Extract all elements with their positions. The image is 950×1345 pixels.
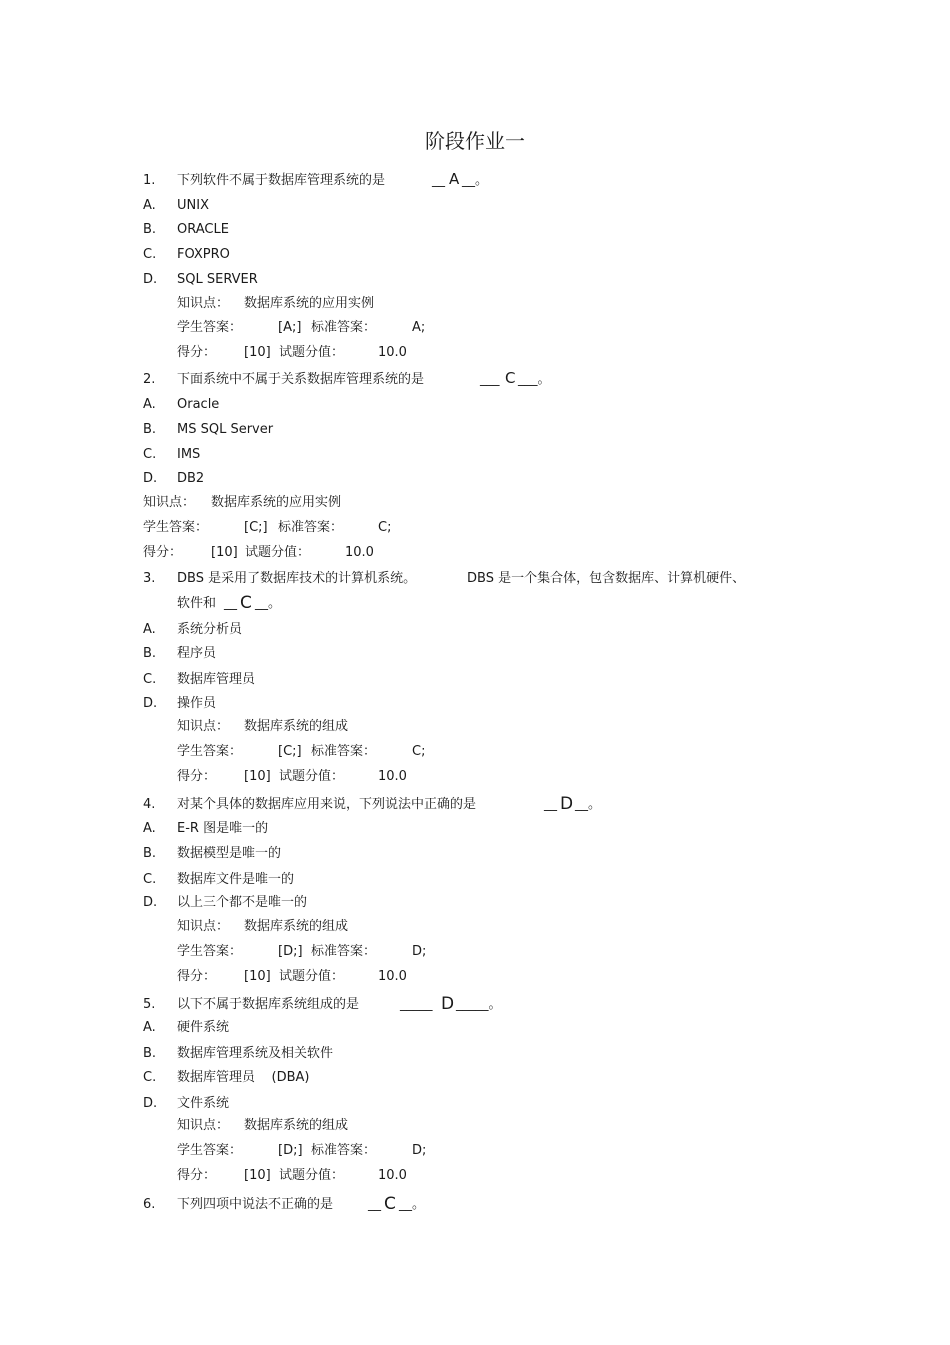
- answer-letter: D: [441, 994, 455, 1014]
- question-value: 10.0: [378, 969, 407, 984]
- standard-answer-label: 标准答案：: [311, 744, 377, 759]
- option-text: 数据库管理员 (DBA): [177, 1070, 310, 1085]
- standard-answer-label: 标准答案：: [311, 320, 377, 335]
- answer-blank: __。: [462, 173, 489, 188]
- question-value-label: 试题分值：: [279, 969, 345, 984]
- option-text: 操作员: [177, 696, 217, 711]
- score-label: 得分：: [177, 769, 217, 784]
- answer-blank: __。: [255, 596, 282, 611]
- question-value: 10.0: [378, 345, 407, 360]
- question-value-label: 试题分值：: [279, 1168, 345, 1183]
- option-letter: B.: [143, 222, 157, 237]
- knowledge-label: 知识点：: [177, 919, 230, 934]
- question-number: 3.: [143, 571, 156, 586]
- question-text: DBS 是采用了数据库技术的计算机系统。: [177, 571, 417, 586]
- score-value: [10]: [211, 545, 238, 560]
- question-number: 4.: [143, 797, 156, 812]
- answer-blank: ___: [480, 372, 500, 387]
- knowledge-value: 数据库系统的应用实例: [211, 495, 342, 510]
- answer-blank: __: [544, 797, 557, 812]
- option-letter: B.: [143, 422, 157, 437]
- question-text: 以下不属于数据库系统组成的是: [177, 997, 360, 1012]
- option-letter: A.: [143, 198, 156, 213]
- option-letter: C.: [143, 447, 157, 462]
- option-letter: D.: [143, 471, 158, 486]
- option-letter: D.: [143, 272, 158, 287]
- question-value-label: 试题分值：: [279, 345, 345, 360]
- answer-blank: ___。: [518, 372, 551, 387]
- standard-answer-value: C;: [378, 520, 392, 535]
- standard-answer-value: C;: [412, 744, 426, 759]
- answer-blank: __: [368, 1197, 381, 1212]
- question-text: 下列四项中说法不正确的是: [177, 1197, 334, 1212]
- option-text: DB2: [177, 471, 205, 486]
- option-letter: C.: [143, 872, 157, 887]
- option-letter: C.: [143, 247, 157, 262]
- answer-letter: C: [240, 593, 252, 613]
- standard-answer-label: 标准答案：: [311, 1143, 377, 1158]
- question-number: 6.: [143, 1197, 156, 1212]
- score-label: 得分：: [143, 545, 183, 560]
- answer-blank: __: [224, 596, 237, 611]
- student-answer-value: [A;]: [278, 320, 302, 335]
- knowledge-value: 数据库系统的组成: [244, 919, 349, 934]
- knowledge-label: 知识点：: [177, 719, 230, 734]
- question-value: 10.0: [378, 769, 407, 784]
- option-letter: A.: [143, 821, 156, 836]
- question-value: 10.0: [345, 545, 374, 560]
- student-answer-label: 学生答案：: [177, 744, 243, 759]
- option-letter: D.: [143, 696, 158, 711]
- score-value: [10]: [244, 345, 271, 360]
- standard-answer-value: D;: [412, 944, 427, 959]
- knowledge-label: 知识点：: [143, 495, 196, 510]
- answer-blank: __: [432, 173, 445, 188]
- knowledge-value: 数据库系统的组成: [244, 1118, 349, 1133]
- standard-answer-value: D;: [412, 1143, 427, 1158]
- question-value-label: 试题分值：: [245, 545, 311, 560]
- student-answer-label: 学生答案：: [177, 944, 243, 959]
- option-letter: B.: [143, 646, 157, 661]
- student-answer-label: 学生答案：: [177, 320, 243, 335]
- standard-answer-value: A;: [412, 320, 426, 335]
- knowledge-value: 数据库系统的组成: [244, 719, 349, 734]
- option-text: 硬件系统: [177, 1020, 230, 1035]
- option-letter: D.: [143, 895, 158, 910]
- option-text: IMS: [177, 447, 201, 462]
- student-answer-value: [D;]: [278, 1143, 303, 1158]
- answer-blank: __。: [575, 797, 602, 812]
- option-text: 数据库文件是唯一的: [177, 872, 295, 887]
- option-letter: B.: [143, 1046, 157, 1061]
- question-number: 1.: [143, 173, 156, 188]
- knowledge-label: 知识点：: [177, 296, 230, 311]
- option-letter: B.: [143, 846, 157, 861]
- answer-letter: C: [505, 369, 516, 387]
- option-letter: A.: [143, 1020, 156, 1035]
- option-text: 数据库管理员: [177, 672, 256, 687]
- answer-blank: _____: [400, 997, 433, 1012]
- option-letter: C.: [143, 672, 157, 687]
- page-title: 阶段作业一: [425, 129, 525, 153]
- option-text: E-R 图是唯一的: [177, 821, 269, 836]
- option-text: ORACLE: [177, 222, 229, 237]
- option-text: 数据库管理系统及相关软件: [177, 1046, 334, 1061]
- option-letter: A.: [143, 397, 156, 412]
- question-number: 2.: [143, 372, 156, 387]
- answer-blank: _____。: [456, 997, 502, 1012]
- question-value: 10.0: [378, 1168, 407, 1183]
- student-answer-label: 学生答案：: [143, 520, 209, 535]
- score-label: 得分：: [177, 969, 217, 984]
- question-text: DBS 是一个集合体，包含数据库、计算机硬件、: [467, 571, 746, 586]
- question-value-label: 试题分值：: [279, 769, 345, 784]
- option-text: MS SQL Server: [177, 422, 274, 437]
- score-value: [10]: [244, 969, 271, 984]
- answer-letter: D: [560, 794, 574, 814]
- option-text: 数据模型是唯一的: [177, 846, 282, 861]
- question-text: 软件和: [177, 596, 217, 611]
- option-text: Oracle: [177, 397, 220, 412]
- score-label: 得分：: [177, 345, 217, 360]
- score-value: [10]: [244, 1168, 271, 1183]
- score-value: [10]: [244, 769, 271, 784]
- question-text: 下列软件不属于数据库管理系统的是: [177, 173, 386, 188]
- student-answer-label: 学生答案：: [177, 1143, 243, 1158]
- standard-answer-label: 标准答案：: [278, 520, 344, 535]
- option-text: FOXPRO: [177, 247, 230, 262]
- standard-answer-label: 标准答案：: [311, 944, 377, 959]
- option-text: 系统分析员: [177, 622, 243, 637]
- option-text: SQL SERVER: [177, 272, 258, 287]
- question-text: 对某个具体的数据库应用来说，下列说法中正确的是: [177, 797, 477, 812]
- question-number: 5.: [143, 997, 156, 1012]
- answer-letter: C: [384, 1194, 396, 1214]
- option-text: 文件系统: [177, 1096, 230, 1111]
- answer-letter: A: [449, 170, 460, 188]
- option-letter: D.: [143, 1096, 158, 1111]
- answer-blank: __。: [399, 1197, 426, 1212]
- option-letter: A.: [143, 622, 156, 637]
- option-text: 程序员: [177, 646, 217, 661]
- student-answer-value: [C;]: [278, 744, 302, 759]
- option-letter: C.: [143, 1070, 157, 1085]
- option-text: UNIX: [177, 198, 209, 213]
- option-text: 以上三个都不是唯一的: [177, 895, 308, 910]
- knowledge-value: 数据库系统的应用实例: [244, 296, 375, 311]
- score-label: 得分：: [177, 1168, 217, 1183]
- question-text: 下面系统中不属于关系数据库管理系统的是: [177, 372, 425, 387]
- knowledge-label: 知识点：: [177, 1118, 230, 1133]
- student-answer-value: [D;]: [278, 944, 303, 959]
- student-answer-value: [C;]: [244, 520, 268, 535]
